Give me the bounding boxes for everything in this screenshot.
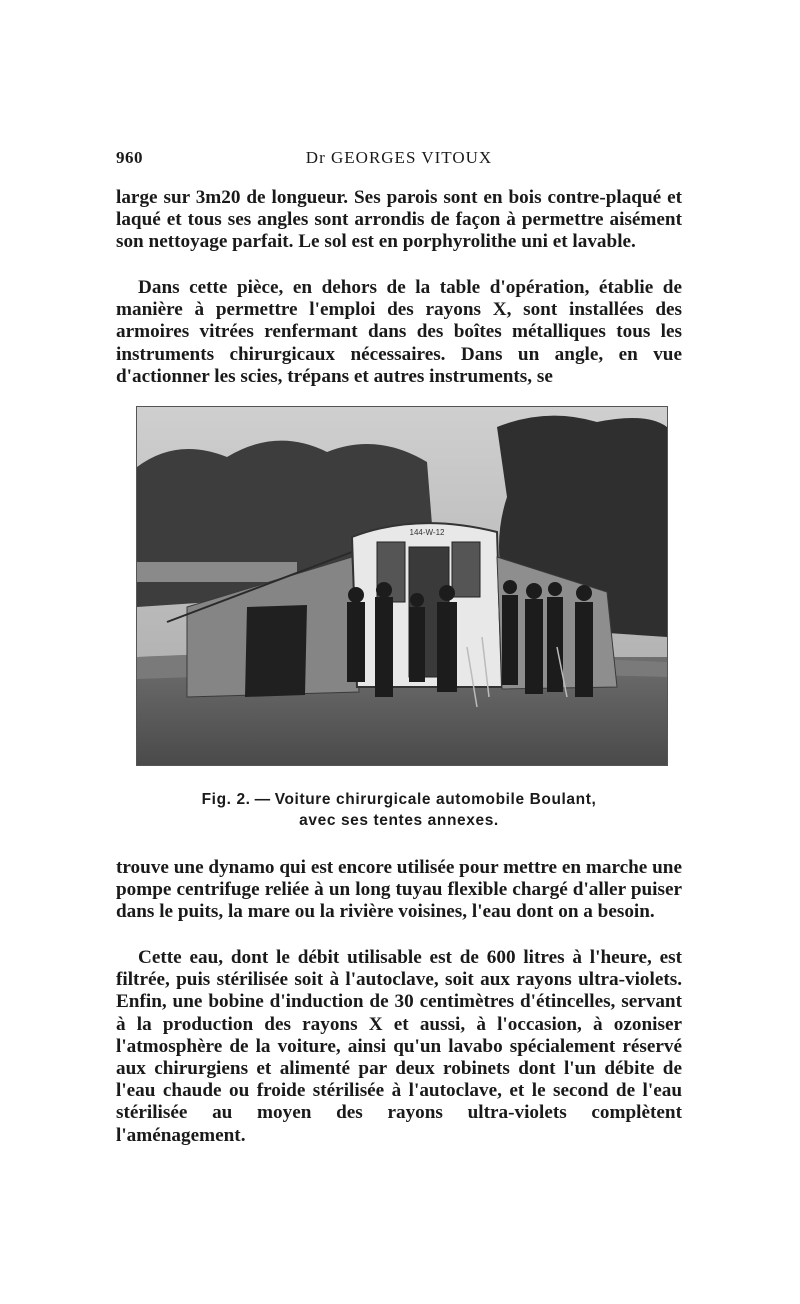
page-number: 960	[116, 148, 143, 167]
author-name: GEORGES VITOUX	[331, 148, 493, 167]
paragraph-3: trouve une dynamo qui est encore utilisée pour mettre en marche une pompe centrifuge reliée à un long tuyau flexible chargé d'aller puiser dans le puits, la mare ou la rivière voisines, l'eau dont on a besoin.	[116, 857, 682, 923]
caption-line-1: Fig. 2. — Voiture chirurgicale automobile Boulant,	[201, 791, 597, 808]
figure-photograph	[136, 406, 668, 766]
running-head	[116, 148, 682, 168]
paragraph-4: Cette eau, dont le débit utilisable est de 600 litres à l'heure, est filtrée, puis stérilisée soit à l'autoclave, soit aux rayons ultra-violets. Enfin, une bobine d'induction de 30 centimètres d'étincelles, servant à la production des rayons X et aussi, à l'occasion, à ozoniser l'atmosphère de la voiture, ainsi qu'un lavabo spécialement réservé aux chirurgiens et alimenté par deux robinets dont l'un débite de l'eau chaude ou froide stérilisée à l'autoclave, et le second de l'eau stérilisée au moyen des rayons ultra-violets complètent l'aménagement.	[116, 947, 682, 1146]
caption-text-1: Voiture chirurgicale automobile Boulant,	[274, 791, 597, 808]
page-header	[116, 148, 682, 172]
figure-label: Fig. 2.	[201, 791, 251, 808]
paragraph-2: Dans cette pièce, en dehors de la table d'opération, établie de manière à permettre l'emploi des rayons X, sont installées des armoires vitrées renfermant dans des boîtes métalliques tous les instruments chirurgicaux nécessaires. Dans un angle, en vue d'actionner les scies, trépans et autres instruments, se	[116, 277, 682, 387]
tent-opening	[245, 605, 307, 697]
vehicle-plate: 144-W-12	[409, 528, 445, 537]
paragraph-1: large sur 3m20 de longueur. Ses parois sont en bois contre-plaqué et laqué et tous ses angles sont arrondis de façon à permettre aisément son nettoyage parfait. Le sol est en porphyrolithe uni et lavable.	[116, 187, 682, 253]
caption-line-2: avec ses tentes annexes.	[299, 812, 499, 829]
photo-surgical-vehicle	[137, 407, 667, 765]
author-prefix: Dr	[305, 148, 326, 167]
figure-caption	[116, 789, 682, 831]
